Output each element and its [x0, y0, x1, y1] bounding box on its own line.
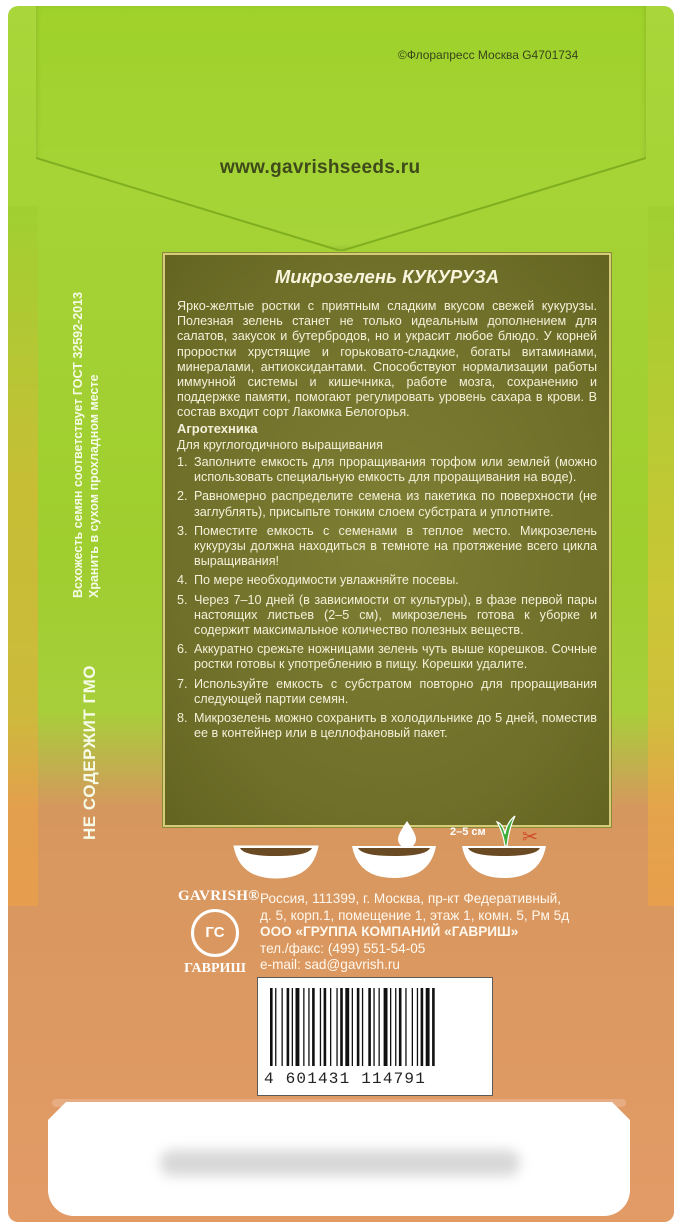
barcode-bar — [336, 988, 337, 1066]
scissors-icon: ✂ — [522, 827, 538, 848]
gavrish-logo — [178, 888, 260, 978]
step-number: 3. — [177, 523, 188, 538]
gost-line: Всхожесть семян соответствует ГОСТ 32592-2013 — [71, 291, 85, 598]
step-text: Используйте емкость с субстратом повторно для проращивания следующей партии семян. — [194, 676, 597, 706]
phone-fax: тел./факс: (499) 551-54-05 — [260, 940, 426, 956]
email-address: e-mail: sad@gavrish.ru — [260, 957, 400, 973]
barcode-bar — [345, 988, 349, 1066]
step-number: 1. — [177, 455, 188, 469]
barcode-box — [257, 977, 493, 1096]
barcode-bar — [379, 988, 380, 1066]
list-item — [177, 677, 597, 707]
step-text: Микрозелень можно сохранить в холодильнике до 5 дней, поместив ее в контейнер или в целлофановый пакет. — [194, 711, 597, 741]
agrotech-subheading: Для круглогодичного выращивания — [177, 438, 383, 452]
no-gmo-text: НЕ СОДЕРЖИТ ГМО — [80, 665, 99, 840]
barcode-bar — [303, 988, 304, 1066]
step-text: По мере необходимости увлажняйте посевы. — [194, 573, 459, 588]
step-number: 6. — [177, 642, 188, 657]
barcode-bar — [357, 988, 360, 1066]
packet-flap — [36, 6, 646, 251]
logo-top-text: GAVRISH® — [178, 888, 260, 904]
list-item — [177, 489, 597, 519]
barcode-bar — [399, 988, 402, 1066]
steps-list — [177, 455, 597, 745]
hang-tab-blur — [160, 1150, 520, 1176]
barcode-bar — [373, 988, 374, 1066]
barcode-bar — [352, 988, 353, 1066]
barcode-bar — [312, 988, 315, 1066]
barcode-bar — [330, 988, 331, 1066]
step-number: 2. — [177, 489, 188, 504]
gost-side-text — [70, 292, 102, 598]
step-number: 7. — [177, 676, 188, 691]
list-item — [177, 455, 597, 485]
barcode-bar — [308, 988, 309, 1066]
barcode-bar — [270, 988, 273, 1066]
barcode-bar — [292, 988, 293, 1066]
step-number: 5. — [177, 592, 188, 607]
bowl-seed-icon — [350, 842, 438, 882]
copyright-text: ©Флорапресс Москва G4701734 — [398, 48, 579, 62]
address-line: Россия, 111399, г. Москва, пр-кт Федеративный, — [260, 891, 561, 906]
list-item — [177, 573, 597, 588]
barcode-bar — [395, 988, 396, 1066]
barcode-bar — [368, 988, 371, 1066]
barcode — [268, 988, 482, 1066]
list-item — [177, 593, 597, 639]
company-name: ООО «ГРУППА КОМПАНИЙ «ГАВРИШ» — [260, 924, 519, 940]
barcode-bar — [390, 988, 391, 1066]
list-item — [177, 642, 597, 672]
right-stripe — [648, 206, 674, 906]
height-label: 2–5 см — [450, 826, 486, 838]
barcode-bar — [384, 988, 388, 1066]
barcode-bar — [340, 988, 343, 1066]
list-item — [177, 711, 597, 741]
address-line: д. 5, корп.1, помещение 1, этаж 1, комн. 5, Рм 5д — [260, 907, 570, 923]
barcode-bar — [417, 988, 418, 1066]
bowl-soil-icon — [232, 842, 320, 882]
barcode-bar — [432, 988, 435, 1066]
step-text: Заполните емкость для проращивания торфом или землей (можно использовать специальную емкость для проращивания на воде). — [194, 455, 597, 485]
description-panel — [163, 253, 611, 827]
barcode-digits: 4 601431 114791 — [264, 1070, 427, 1088]
company-address — [260, 891, 620, 974]
logo-mark: ГС — [191, 909, 239, 957]
barcode-bar — [362, 988, 363, 1066]
product-title: Микрозелень КУКУРУЗА — [274, 266, 500, 287]
product-description: Ярко-желтые ростки с приятным сладким вкусом свежей кукурузы. Полезная зелень станет не только идеальным дополнением для салатов, закусок и бутербродов, но и украсит любое блюдо. У корней проростки хрустящие и горьковато-сладкие, богаты витаминами, минералами, антиоксидантами. Способствуют нормализации работы иммунной системы и кишечника, работе мозга, сохранению и поддержке памяти, помогают регулировать уровень сахара в крови. В состав входит сорт Лакомка Белогорья. — [177, 299, 597, 420]
barcode-bar — [405, 988, 406, 1066]
barcode-bar — [275, 988, 276, 1066]
barcode-bar — [421, 988, 424, 1066]
step-number: 4. — [177, 573, 188, 588]
left-stripe — [8, 206, 38, 906]
step-text: Через 7–10 дней (в зависимости от культуры), в фазе первой пары настоящих листьев (2–5 см), микрозелень готова к уборке и содержит максимальное количество полезных веществ. — [194, 592, 597, 638]
barcode-bar — [282, 988, 283, 1066]
sprout-icon — [493, 812, 517, 848]
list-item — [177, 524, 597, 570]
step-text: Аккуратно срежьте ножницами зелень чуть выше корешков. Сочные ростки готовы к употреблению в пищу. Корешки удалите. — [194, 642, 597, 672]
website-link[interactable]: www.gavrishseeds.ru — [220, 157, 421, 178]
barcode-bar — [287, 988, 290, 1066]
barcode-bar — [412, 988, 413, 1066]
barcode-bar — [320, 988, 321, 1066]
agrotech-heading: Агротехника — [177, 421, 258, 436]
logo-bottom-text: ГАВРИШ — [184, 961, 246, 976]
barcode-bar — [296, 988, 300, 1066]
step-text: Поместите емкость с семенами в теплое место. Микрозелень кукурузы должна находиться в темноте на протяжение всего цикла выращивания! — [194, 523, 597, 569]
storage-line: Хранить в сухом прохладном месте — [87, 374, 101, 598]
barcode-bar — [324, 988, 327, 1066]
step-text: Равномерно распределите семена из пакетика по поверхности (не заглублять), присыпьте тонким слоем субстрата и уплотните. — [194, 489, 597, 519]
step-number: 8. — [177, 711, 188, 726]
barcode-bar — [426, 988, 430, 1066]
